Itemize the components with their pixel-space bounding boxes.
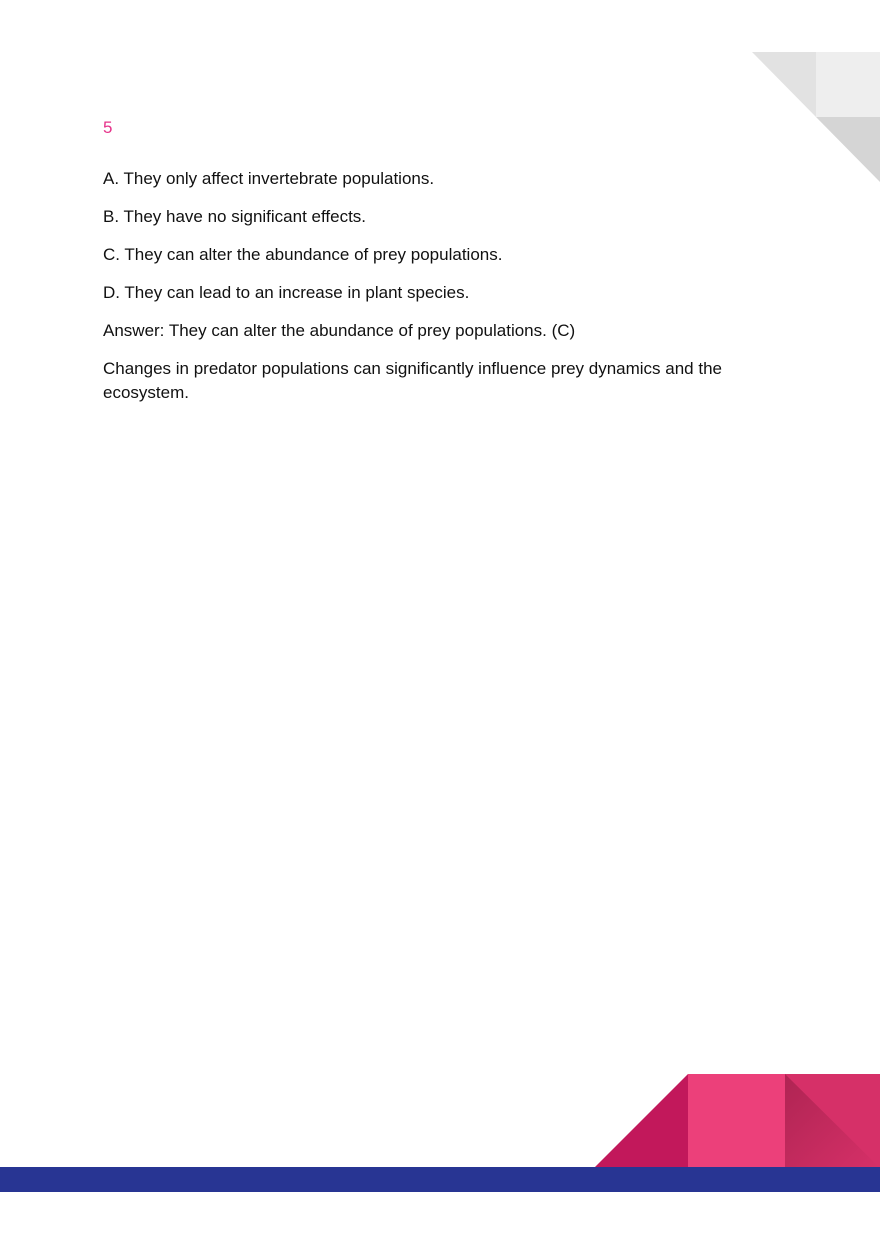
option-a: A. They only affect invertebrate populations.	[103, 169, 435, 188]
page-number: 5	[103, 118, 113, 137]
footer-block-center	[688, 1074, 785, 1168]
option-c: C. They can alter the abundance of prey populations.	[103, 245, 503, 264]
corner-triangle-dark	[816, 117, 880, 182]
answer-text: Answer: They can alter the abundance of prey populations. (C)	[103, 321, 576, 340]
option-b: B. They have no significant effects.	[103, 207, 367, 226]
explanation-text: Changes in predator populations can significantly influence prey dynamics and the ecosystem.	[103, 359, 722, 402]
footer-bar	[0, 1167, 880, 1192]
option-d: D. They can lead to an increase in plant species.	[103, 283, 470, 302]
corner-square	[816, 52, 880, 117]
corner-decoration-top	[752, 52, 880, 182]
footer-triangle-left	[594, 1074, 688, 1168]
footer-decoration	[594, 1074, 880, 1168]
corner-triangle-light	[752, 52, 816, 117]
page-content	[103, 118, 763, 419]
